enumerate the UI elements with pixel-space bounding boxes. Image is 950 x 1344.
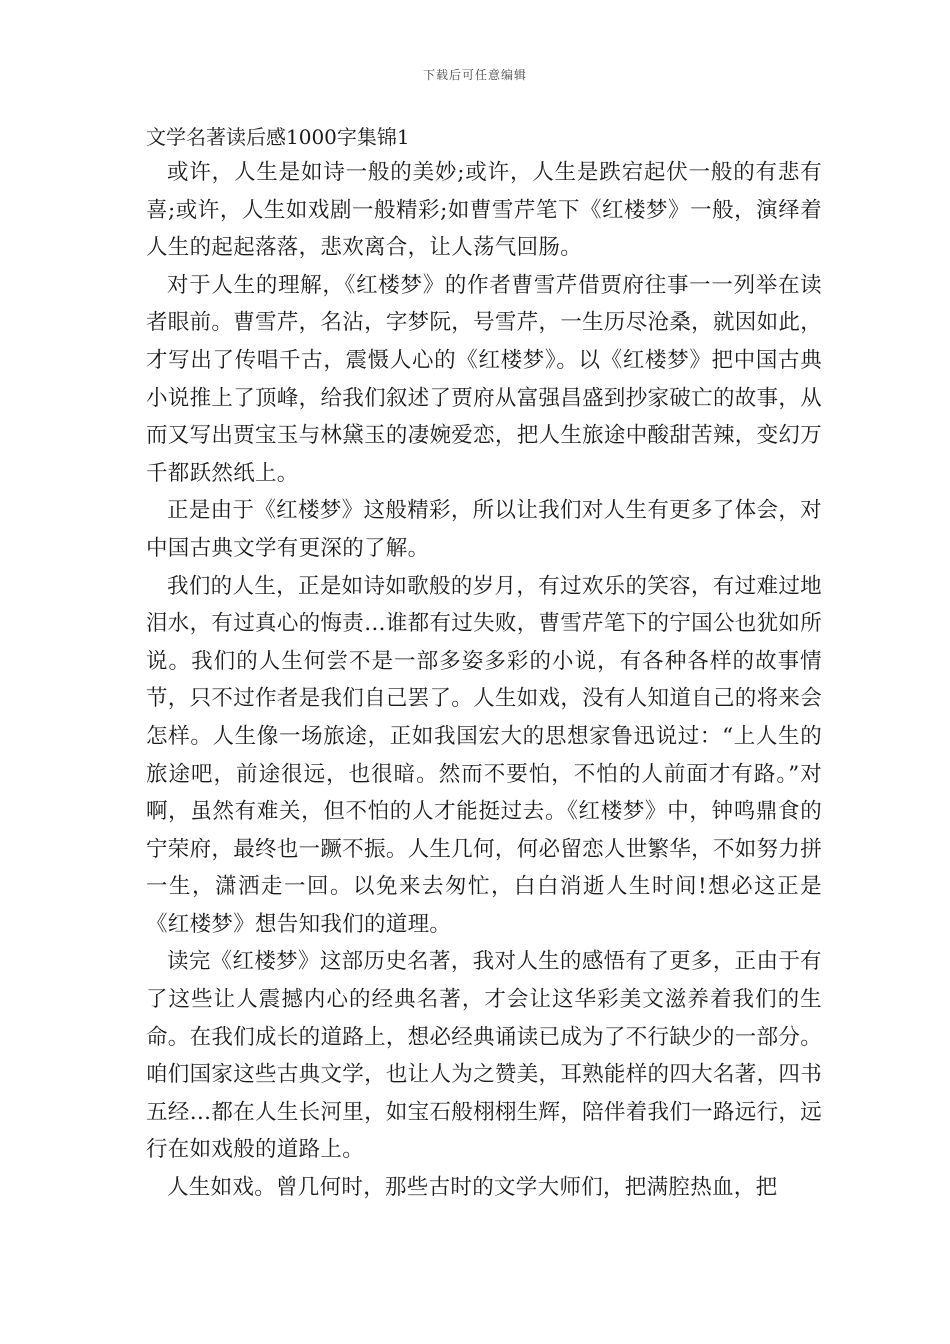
- paragraph-6: 人生如戏。曾几何时，那些古时的文学大师们，把满腔热血，把: [167, 1175, 778, 1201]
- document-title: 文学名著读后感1000字集锦1: [146, 125, 410, 149]
- paragraph-3: 正是由于《红楼梦》这般精彩，所以让我们对人生有更多了体会，对中国古典文学有更深的了解。: [146, 498, 822, 561]
- page-header: 下载后可任意编辑: [422, 68, 527, 82]
- document-body: [146, 120, 822, 1207]
- paragraph-5: 读完《红楼梦》这部历史名著，我对人生的感悟有了更多，正由于有了这些让人震撼内心的经典名著，才会让这华彩美文滋养着我们的生命。在我们成长的道路上，想必经典诵读已成为了不行缺少的一部分。咱们国家这些古典文学，也让人为之赞美，耳熟能样的四大名著，四书五经…都在人生长河里，如宝石般栩栩生辉，陪伴着我们一路远行，远行在如戏般的道路上。: [146, 949, 822, 1163]
- paragraph-1: 或许，人生是如诗一般的美妙;或许，人生是跌宕起伏一般的有悲有喜;或许，人生如戏剧一般精彩;如曹雪芹笔下《红楼梦》一般，演绎着人生的起起落落，悲欢离合，让人荡气回肠。: [146, 160, 822, 261]
- paragraph-4: 我们的人生，正是如诗如歌般的岁月，有过欢乐的笑容，有过难过地泪水，有过真心的悔责…谁都有过失败，曹雪芹笔下的宁国公也犹如所说。我们的人生何尝不是一部多姿多彩的小说，有各种各样的故事情节，只不过作者是我们自己罢了。人生如戏，没有人知道自己的将来会怎样。人生像一场旅途，正如我国宏大的思想家鲁迅说过：“上人生的旅途吧，前途很远，也很暗。然而不要怕，不怕的人前面才有路。”对啊，虽然有难关，但不怕的人才能挺过去。《红楼梦》中，钟鸣鼎食的宁荣府，最终也一蹶不振。人生几何，何必留恋人世繁华，不如努力拼一生，潇洒走一回。以免来去匆忙，白白消逝人生时间!想必这正是《红楼梦》想告知我们的道理。: [146, 573, 822, 937]
- paragraph-2: 对于人生的理解，《红楼梦》的作者曹雪芹借贾府往事一一列举在读者眼前。曹雪芹，名沾，字梦阮，号雪芹，一生历尽沧桑，就因如此，才写出了传唱千古，震慑人心的《红楼梦》。以《红楼梦》把中国古典小说推上了顶峰，给我们叙述了贾府从富强昌盛到抄家破亡的故事，从而又写出贾宝玉与林黛玉的凄婉爱恋，把人生旅途中酸甜苦辣，变幻万千都跃然纸上。: [146, 272, 822, 486]
